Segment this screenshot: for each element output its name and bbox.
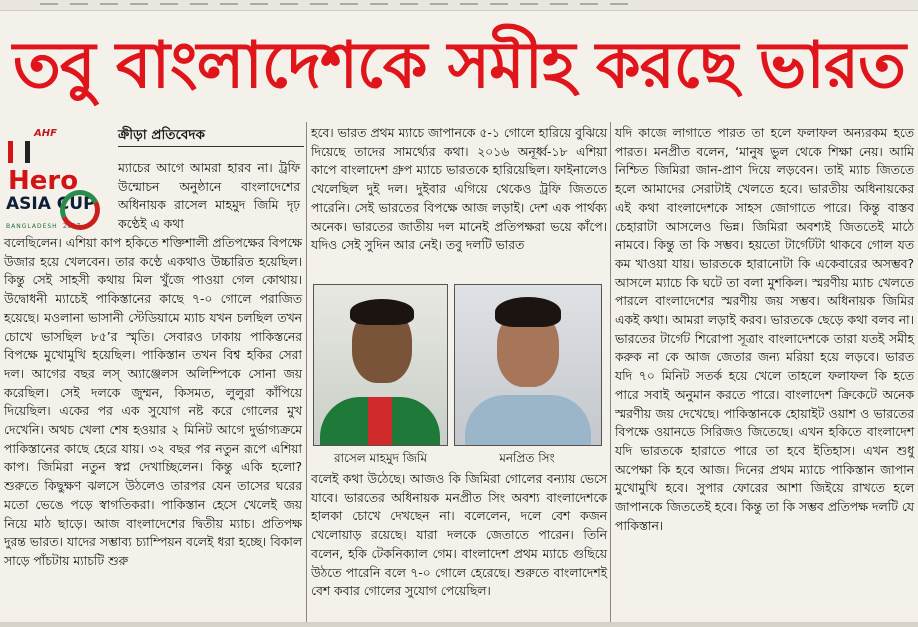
photo-caption: মনপ্রিত সিং bbox=[499, 451, 555, 465]
hero-brand: Hero bbox=[8, 139, 106, 195]
column-1-body: বলেছিলেন। এশিয়া কাপ হকিতে শক্তিশালী প্রতিপক্ষের বিপক্ষে উজার হয়ে খেলবেন। তার কণ্ঠে একথাও উচ্চারিত হয়েছিল। কিন্তু সেই সাহসী কথায় মিল খুঁজে পাওয়া গেল কোথায়। উদ্বোধনী ম্যাচেই পাকিস্তানের কাছে ৭-০ গোলে পরাজিত হয়েছে। মওলানা ভাসানী স্টেডিয়ামে ম্যাচ যখন চলছিল তখন চোখে ভাসছিল ৮৫’র স্মৃতি। সেবারও ঢাকায় পাকিস্তনের বিপক্ষে মুখোমুখি হয়েছিল। পাকিস্তান তখন বিশ্ব হকির সেরা দল। আগের বছর লস্ অ্যাঞ্জেলস অলিম্পিকে সোনা জয় করেছিল। সেই দলকে জুম্মন, কিসমত, লুলুরা কাঁপিয়ে দিয়েছিল। একের পর এক সুযোগ নষ্ট করে গোলের মুখ দেখেনি। অথচ খেলা শেষ হওয়ার ২ মিনিট আগে দুর্ভাগ্যক্রমে পাকিস্তানের কাছে হেরে যায়। ৩২ বছর পর নতুন রূপে এশিয়া কাপ। জিমিরা নতুন স্বপ্ন দেখাচ্ছিলেন। কিন্তু একি হলো? শুরুতে কিছুক্ষণ ঝলসে উঠলেও তারপর যেন তাসের ঘরের মতো ভেঙে পড়ে স্বাগতিকরা। পাকিস্তান হেসে খেলেই জয় নিয়ে মাঠ ছাড়ে। আজ বাংলাদেশের দ্বিতীয় ম্যাচ। প্রতিপক্ষ দুরন্ত ভারত। যাদের সম্ভাব্য চ্যাম্পিয়ন বলেই ধরা হচ্ছে। বিকাল সাড়ে পাঁচটায় ম্যাচটি শুরু bbox=[4, 236, 302, 568]
byline-text: ক্রীড়া প্রতিবেদক bbox=[118, 127, 205, 143]
ahf-mark: AHF bbox=[34, 128, 57, 139]
photo-caption: রাসেল মাহমুদ জিমি bbox=[333, 451, 428, 465]
column-divider bbox=[306, 122, 307, 622]
player-hair bbox=[350, 299, 414, 325]
host-country: BANGLADESH bbox=[6, 223, 58, 230]
page-edge bbox=[0, 622, 918, 627]
asia-cup-text: ASIA CUP bbox=[6, 194, 96, 214]
column-1-intro: ম্যাচের আগে আমরা হারব না। ট্রফি উন্মোচন অনুষ্ঠানে বাংলাদেশের অধিনায়ক রাসেল মাহমুদ জিমি দৃঢ় কণ্ঠেই এ কথা bbox=[118, 161, 300, 232]
byline-rule bbox=[118, 146, 304, 147]
photo-russel-mahmud-jimmy bbox=[313, 284, 448, 446]
photo-manpreet-singh bbox=[454, 284, 602, 446]
bangladesh-jersey bbox=[320, 397, 440, 446]
india-jersey bbox=[465, 395, 591, 446]
column-divider bbox=[610, 122, 611, 622]
byline bbox=[118, 126, 205, 144]
hero-asia-cup-logo bbox=[6, 128, 106, 230]
player-hair bbox=[495, 297, 561, 327]
headline: তবু বাংলাদেশকে সমীহ করছে ভারত bbox=[12, 29, 906, 103]
hero-h-icon bbox=[8, 141, 30, 163]
column-2-bottom: বলেই কথা উঠেছে। আজও কি জিমিরা গোলের বন্যায় ভেসে যাবে। ভারতের অধিনায়ক মনপ্রীত সিং অবশ্য বাংলাদেশকে হালকা চোখে দেখছেন না। বলেলেন, দলে বেশ কজন খেলোয়াড় রয়েছে। যারা দলকে জেতাতে পারেন। তিনি বলেন, হকি টেকনিক্যাল গেম। বাংলাদেশ প্রথম ম্যাচে গুছিয়ে উঠতে পারেনি বলে ৭-০ গোলে হেরেছে। শুরুতে বাংলাদেশই বেশ কবার গোলের সুযোগ পেয়েছিল। bbox=[311, 472, 607, 599]
event-year: 2017 bbox=[62, 222, 81, 230]
top-strip bbox=[0, 0, 918, 11]
previous-article-fragment bbox=[40, 3, 640, 5]
column-2-top: হবে। ভারত প্রথম ম্যাচে জাপানকে ৫-১ গোলে হারিয়ে বুঝিয়ে দিয়েছে তাদের সামর্থ্যের কথা। ২০১৬ অনূর্ধ্ব-১৮ এশিয়া কাপে বাংলাদেশ গ্রুপ ম্যাচে ভারতকে হারিয়েছিল। ফাইনালেও খেলেছিল দুই দল। দুইবার এগিয়ে থেকেও ট্রফি জিততে পারেনি। সেই ভারতের বিপক্ষে আজ লড়াই। দেশ এক পার্থক্য অনেক। ভারতের জাতীয় দল মানেই প্রতিপক্ষরা ভয়ে কাঁপে। যদিও সেই সুদিন আর নেই। তবু দলটি ভারত bbox=[311, 126, 607, 253]
column-3: যদি কাজে লাগাতে পারত তা হলে ফলাফল অন্যরকম হতে পারত। মনপ্রীত বলেন, ‘মানুষ ভুল থেকে শিক্ষা নেয়। আমি নিশ্চিত জিমিরা জান-প্রাণ দিয়ে লড়বেন। তাই ম্যাচ জিততে হলে আমাদের সেরাটাই খেলতে হবে। ভারতীয় অধিনায়কের এই কথা বাংলাদেশকে সাহস জোগাতে পারে। কিন্তু বাস্তব চেহারাটা আসলেও ভিন্ন। জিমিরা অবশ্যই জিততেই মাঠে নামবে। কিন্তু তা কি সম্ভব। হয়তো টার্গেটটা থাকবে গোল যত কম খাওয়া যায়। ভারতকে হারানোটা কি একেবারের অসম্ভব? আসলে ম্যাচে কি ঘটে তা বলা মুশকিল। স্মরণীয় ম্যাচ খেলতে পারলে বাংলাদেশের স্মরণীয় জয় সম্ভব। অধিনায়ক জিমির একই কথা। আমরা লড়াই করব। ভারতকে ছেড়ে কথা বলব না। ভারতের টার্গেট শিরোপা সূত্রাং বাংলাদেশকে তারা যতই সমীহ করুক না কে আজ জেতার জন্য মরিয়া হয়ে লড়বে। ভারত যদি ৭০ মিনিট সতর্ক হয়ে খেলে তাহলে ফলাফল কি হতে পারে সবাই অনুমান করতে পারে। বাংলাদেশ ক্রিকেটে অনেক স্মরণীয় জয় দেখেছে। পাকিস্তানকে হোয়াইট ওয়াশ ও ভারতের বিপক্ষে ওয়ানডে সিরিজও জিতেছে। এখন হকিতে বাংলাদেশ যদি ভারতকে হারাতে পারে তা হবে ইতিহাস। এখন শুধু অপেক্ষা কি হবে আজ। দিনের প্রথম ম্যাচে পাকিস্তান জাপান মুখোমুখি হবে। সুপার ফোরের আশা জিইয়ে রাখতে হলে জাপানকে জিততেই হবে। কিন্তু তা কি সম্ভব প্রতিপক্ষ দলটি যে পাকিস্তান। bbox=[615, 126, 914, 533]
